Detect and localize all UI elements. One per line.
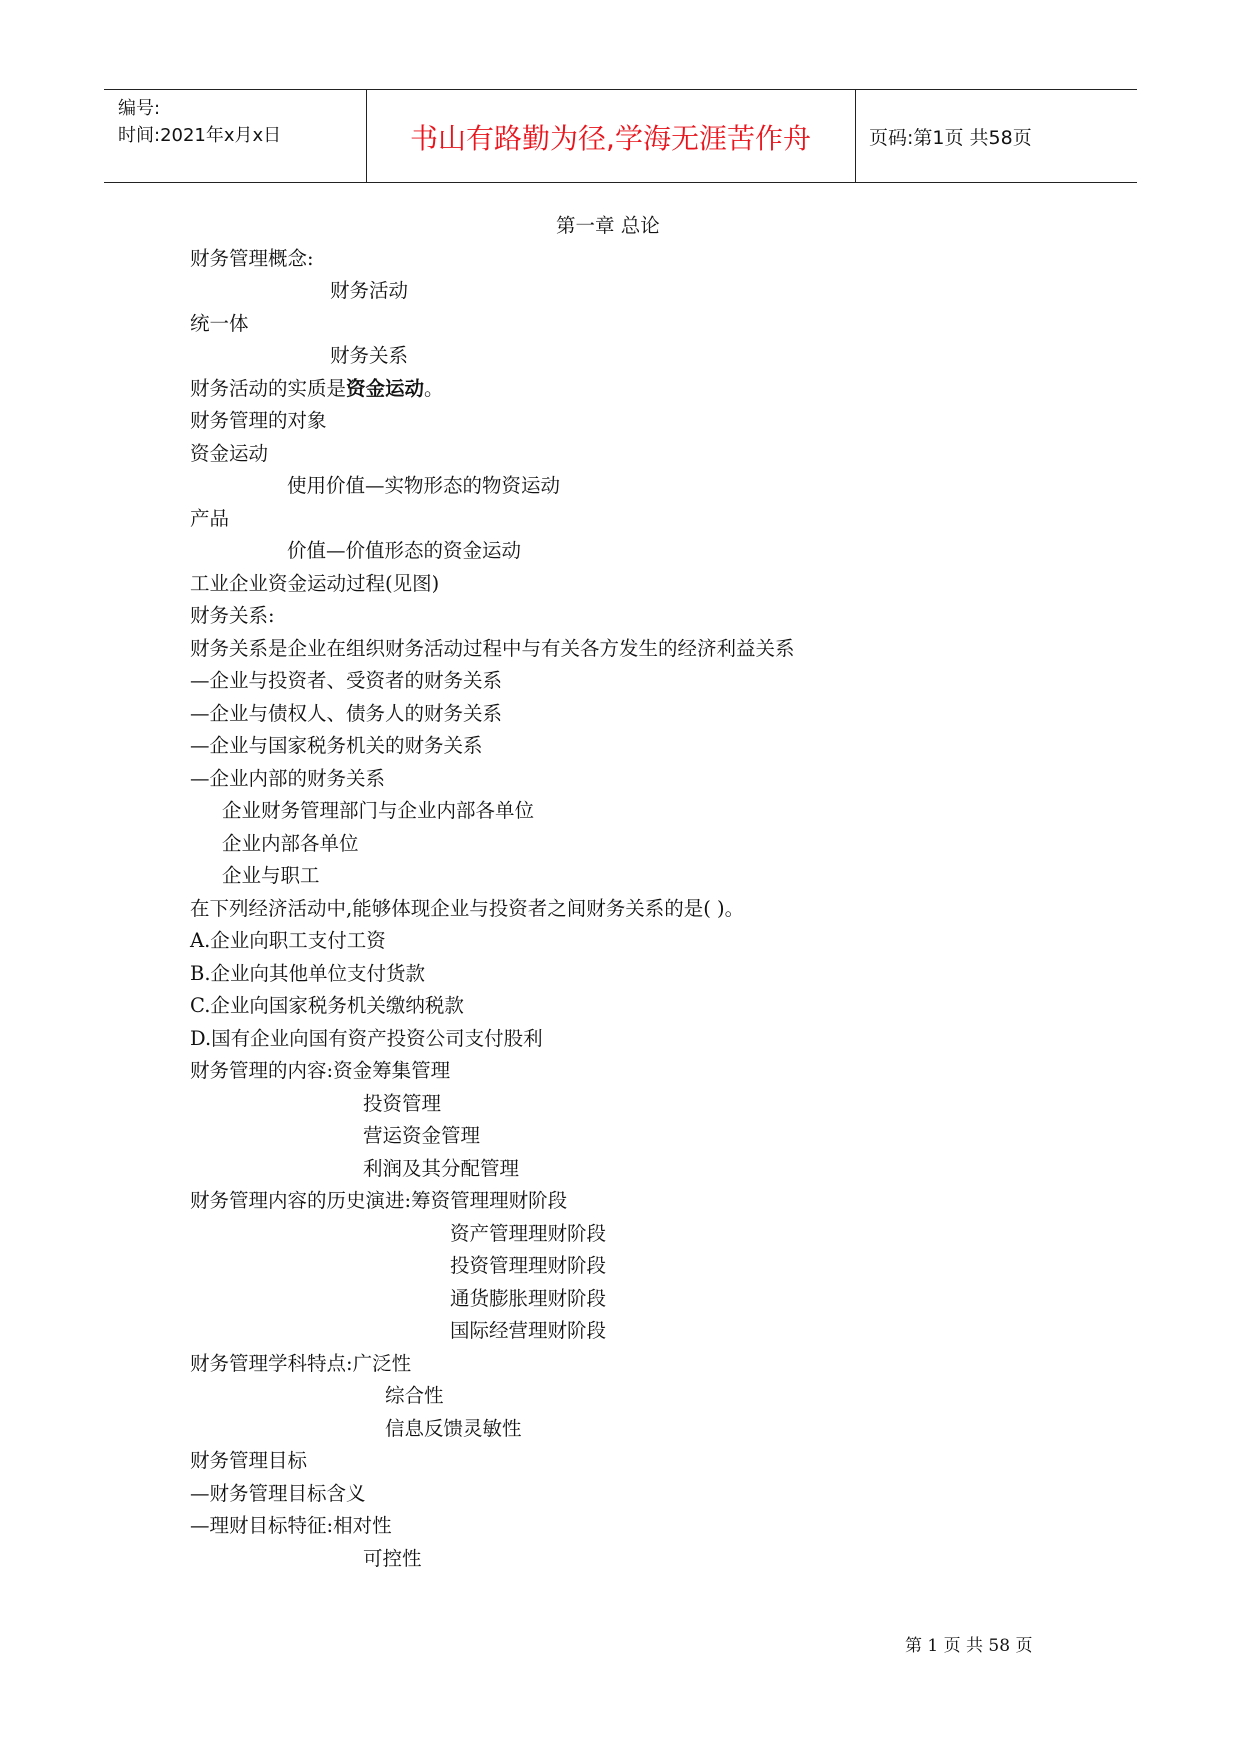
document-header	[104, 89, 1137, 183]
header-right-cell	[855, 90, 1137, 182]
option-c: C.企业向国家税务机关缴纳税款	[190, 994, 464, 1017]
document-time-label: 时间:2021年x月x日	[118, 125, 282, 146]
text-line: 通货膨胀理财阶段	[450, 1287, 607, 1310]
text-line: 财务管理的内容:资金筹集管理	[190, 1059, 451, 1082]
text-line: —企业与债权人、债务人的财务关系	[190, 702, 503, 725]
text-line: 使用价值—实物形态的物资运动	[287, 474, 561, 497]
text-line: 财务关系是企业在组织财务活动过程中与有关各方发生的经济利益关系	[190, 637, 795, 660]
text-line: 综合性	[385, 1384, 444, 1407]
text-line: —理财目标特征:相对性	[190, 1514, 392, 1537]
document-number-label: 编号:	[118, 98, 161, 119]
text-line: 利润及其分配管理	[363, 1157, 520, 1180]
text-line: 财务关系:	[190, 604, 275, 627]
text-line: 企业财务管理部门与企业内部各单位	[222, 799, 535, 822]
text-line: 营运资金管理	[363, 1124, 481, 1147]
text-line: —企业与国家税务机关的财务关系	[190, 734, 483, 757]
text-segment: 。	[424, 377, 444, 400]
text-line: 财务关系	[330, 344, 409, 367]
header-motto: 书山有路勤为径,学海无涯苦作舟	[410, 122, 811, 155]
text-line: 资产管理理财阶段	[450, 1222, 607, 1245]
header-middle-cell	[366, 90, 856, 182]
text-line: 财务管理的对象	[190, 409, 327, 432]
text-line: 信息反馈灵敏性	[385, 1417, 522, 1440]
option-a: A.企业向职工支付工资	[190, 929, 386, 952]
text-line: 财务管理内容的历史演进:筹资管理理财阶段	[190, 1189, 568, 1212]
text-line: 财务管理学科特点:广泛性	[190, 1352, 412, 1375]
text-line: 工业企业资金运动过程(见图)	[190, 572, 440, 595]
text-line: 企业内部各单位	[222, 832, 359, 855]
text-line: 投资管理	[363, 1092, 442, 1115]
text-line: 价值—价值形态的资金运动	[287, 539, 522, 562]
option-b: B.企业向其他单位支付货款	[190, 962, 426, 985]
text-line: 国际经营理财阶段	[450, 1319, 607, 1342]
text-line: —企业内部的财务关系	[190, 767, 386, 790]
option-d: D.国有企业向国有资产投资公司支付股利	[190, 1027, 543, 1050]
page-footer: 第 1 页 共 58 页	[905, 1636, 1033, 1656]
text-line: —财务管理目标含义	[190, 1482, 366, 1505]
header-page-info: 页码:第1页 共58页	[869, 127, 1032, 149]
text-line: 企业与职工	[222, 864, 320, 887]
text-line: 财务管理目标	[190, 1449, 308, 1472]
text-line: 统一体	[190, 312, 249, 335]
text-line: 可控性	[363, 1547, 422, 1570]
text-segment: 财务活动的实质是	[190, 377, 347, 400]
bold-term: 资金运动	[346, 377, 425, 400]
text-line: —企业与投资者、受资者的财务关系	[190, 669, 503, 692]
text-line: 财务管理概念:	[190, 247, 314, 270]
text-line	[190, 377, 444, 401]
text-line: 投资管理理财阶段	[450, 1254, 607, 1277]
text-line: 资金运动	[190, 442, 269, 465]
text-line: 财务活动	[330, 279, 409, 302]
text-line: 在下列经济活动中,能够体现企业与投资者之间财务关系的是( )。	[190, 897, 745, 920]
header-left-cell	[104, 90, 367, 182]
chapter-title: 第一章 总论	[556, 214, 660, 237]
text-line: 产品	[190, 507, 230, 530]
